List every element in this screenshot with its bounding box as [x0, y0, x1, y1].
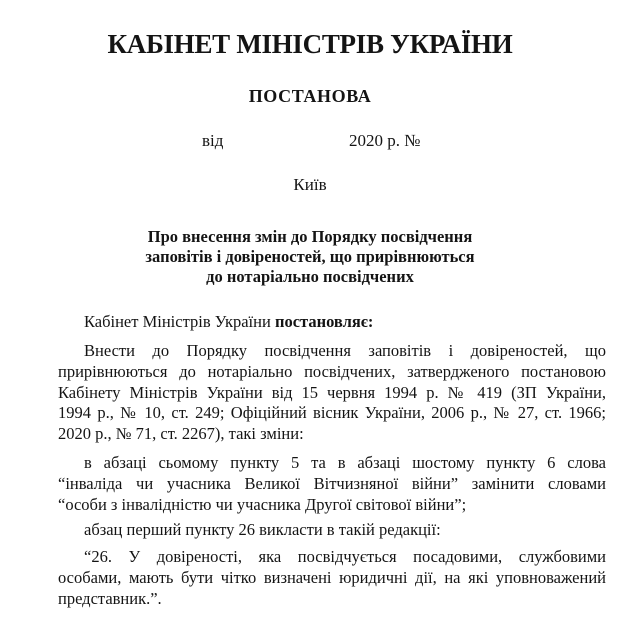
paragraph-line: Внести до Порядку посвідчення заповітів і довіреностей, що	[84, 341, 606, 360]
resolution-heading	[0, 227, 620, 287]
paragraph-line: особами, мають бути чітко визначені юридичні дії, на які уповноважений	[58, 567, 606, 587]
date-year-number: 2020 р. №	[349, 131, 421, 150]
intro-paragraph	[58, 312, 606, 333]
paragraph-line: в абзаці сьомому пункту 5 та в абзаці шостому пункту 6 слова	[84, 453, 606, 472]
intro-bold: постановляє:	[274, 312, 374, 331]
paragraph-line: абзац перший пункту 26 викласти в такій редакції:	[84, 520, 441, 539]
paragraph-line: 2020 р., № 71, ст. 2267), такі зміни:	[58, 424, 304, 444]
paragraph-line: “26. У довіреності, яка посвідчується посадовими, службовими	[84, 547, 606, 566]
heading-line: Про внесення змін до Порядку посвідчення	[147, 227, 473, 246]
paragraph-2	[58, 453, 606, 515]
paragraph-line: “інваліда чи учасника Великої Вітчизняної війни” замінити словами	[58, 473, 606, 493]
intro-text: Кабінет Міністрів України	[84, 312, 271, 331]
document-type: ПОСТАНОВА	[248, 86, 372, 106]
paragraph-3	[58, 520, 606, 541]
intro-line	[58, 312, 606, 333]
paragraph-line: прирівнюються до нотаріально посвідчених, затвердженого постановою	[58, 361, 606, 381]
paragraph-1	[58, 341, 606, 445]
heading-line: заповітів і довіреностей, що прирівнюються	[145, 247, 475, 266]
date-prefix: від	[202, 131, 224, 150]
heading-line: до нотаріально посвідчених	[206, 267, 414, 286]
city: Київ	[293, 175, 327, 194]
paragraph-line: 1994 р., № 10, ст. 249; Офіційний вісник України, 2006 р., № 27, ст. 1966;	[58, 403, 606, 423]
paragraph-line: представник.”.	[58, 588, 162, 608]
paragraph-4	[58, 547, 606, 609]
paragraph-line: “особи з інвалідністю чи учасника Другої світової війни”;	[58, 494, 467, 514]
document-title: КАБІНЕТ МІНІСТРІВ УКРАЇНИ	[107, 29, 513, 59]
paragraph-line: Кабінету Міністрів України від 15 червня 1994 р. № 419 (ЗП України,	[58, 382, 606, 402]
